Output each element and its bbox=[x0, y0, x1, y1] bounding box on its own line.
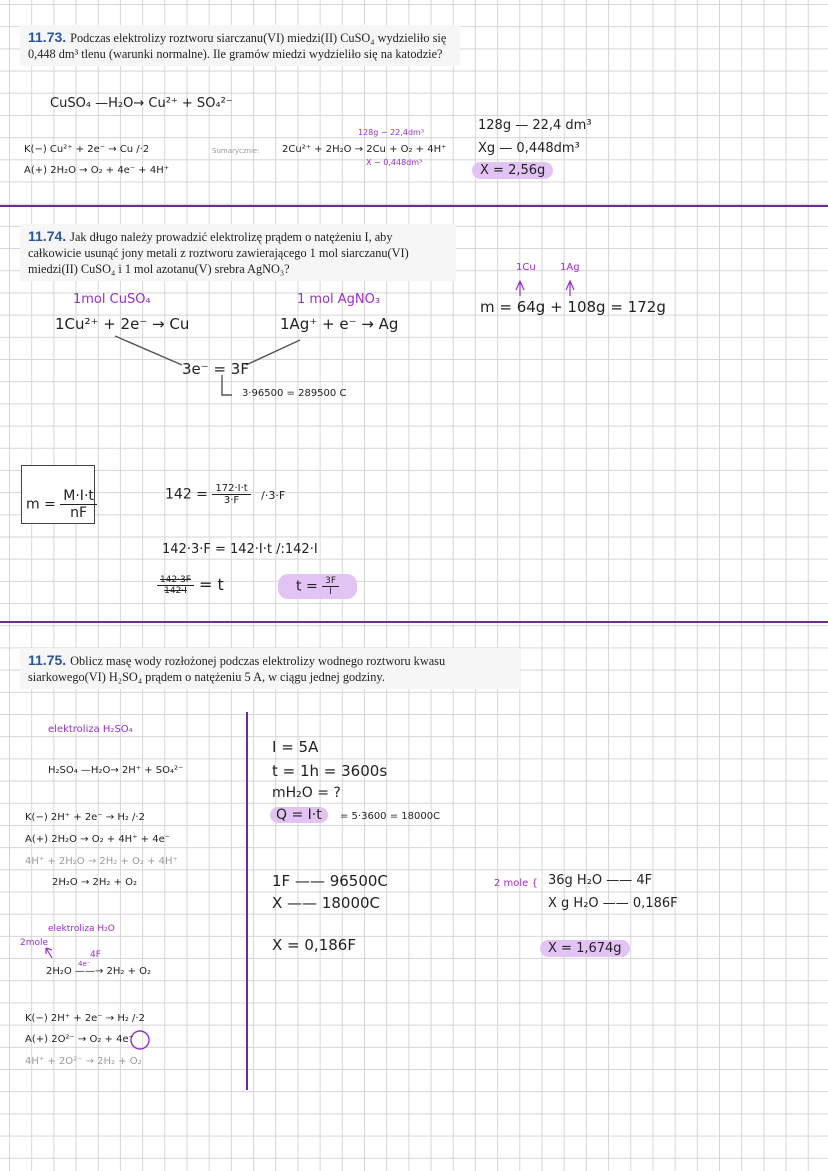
charge-calculation: = 5·3600 = 18000C bbox=[340, 811, 441, 822]
summary-annotation-bottom: X − 0,448dm³ bbox=[366, 158, 423, 167]
result-highlight bbox=[278, 574, 357, 599]
water-electrolysis-equation: 2H₂O ——→ 2H₂ + O₂ bbox=[46, 966, 152, 977]
h2so4-electrolysis-title: elektroliza H₂SO₄ bbox=[48, 724, 133, 735]
question-11-75 bbox=[20, 648, 520, 689]
cu-reduction-equation: 1Cu²⁺ + 2e⁻ → Cu bbox=[55, 315, 190, 333]
water-electrolysis-title: elektroliza H₂O bbox=[48, 924, 115, 934]
step-1 bbox=[165, 483, 285, 506]
ag-mole-label: 1 mol AgNO₃ bbox=[297, 292, 381, 307]
question-text: Oblicz masę wody rozłożonej podczas elektrolizy wodnego roztworu kwasu siarkowego(VI) H₂SO₄ prądem o natężeniu 5 A, w ciągu jednej godziny. bbox=[28, 654, 446, 684]
proportion-line-1: 128g — 22,4 dm³ bbox=[478, 118, 592, 133]
step-3-numerator: 142·3F bbox=[157, 575, 194, 586]
moles-label: 2 mole { bbox=[494, 878, 538, 889]
charge-formula: Q = I·t bbox=[270, 807, 328, 823]
formula-lhs: m = bbox=[26, 496, 56, 513]
step-3-denominator: 142·I bbox=[164, 586, 187, 596]
circled-electrons: 4e⁻ bbox=[116, 1034, 134, 1045]
ag-mass-label: 1Ag bbox=[560, 262, 580, 273]
question-text: Jak długo należy prowadzić elektrolizę prądem o natężeniu I, aby całkowicie usunąć jony metali z roztworu zawierającego 1 mol siarczanu(VI) miedzi(II) CuSO₄ i 1 mol azotanu(V) srebra AgNO₃? bbox=[28, 230, 409, 276]
h2so4-dissociation: H₂SO₄ —H₂O→ 2H⁺ + SO₄²⁻ bbox=[48, 765, 184, 776]
summary-equation: 2Cu²⁺ + 2H₂O → 2Cu + O₂ + 4H⁺ bbox=[282, 144, 447, 155]
step-1-denominator: 3·F bbox=[223, 495, 240, 506]
column-divider bbox=[246, 712, 248, 1090]
net-equation: 2H₂O → 2H₂ + O₂ bbox=[52, 877, 138, 888]
proportion-line-3: 36g H₂O —— 4F bbox=[548, 873, 653, 888]
result-highlight: X = 1,674g bbox=[540, 940, 630, 957]
step-3 bbox=[157, 575, 224, 596]
formula-box bbox=[21, 465, 95, 524]
faradays-annotation: 4F bbox=[90, 950, 101, 960]
formula-numerator: M·I·t bbox=[60, 488, 97, 505]
question-text: Podczas elektrolizy roztworu siarczanu(VI) miedzi(II) CuSO₄ wydzieliło się 0,448 dm³ tlenu (warunki normalne). Ile gramów miedzi wydzieliło się na katodzie? bbox=[28, 31, 447, 61]
cathode-equation-2: K(−) 2H⁺ + 2e⁻ → H₂ /·2 bbox=[25, 1013, 145, 1024]
ag-reduction-equation: 1Ag⁺ + e⁻ → Ag bbox=[280, 315, 399, 333]
proportion-line-4: X g H₂O —— 0,186F bbox=[548, 896, 678, 911]
moles-annotation: 2mole bbox=[20, 938, 49, 948]
summary-annotation-top: 128g − 22,4dm³ bbox=[358, 128, 425, 137]
anode-equation: A(+) 2H₂O → O₂ + 4e⁻ + 4H⁺ bbox=[24, 165, 170, 176]
step-1-operation: /·3·F bbox=[261, 488, 286, 502]
sum-equation: 4H⁺ + 2H₂O → 2H₂ + O₂ + 4H⁺ bbox=[25, 856, 178, 867]
step-1-numerator: 172·I·t bbox=[212, 483, 250, 495]
proportion-line-2: X —— 18000C bbox=[272, 894, 381, 912]
sum-equation-2: 4H⁺ + 2O²⁻ → 2H₂ + O₂ bbox=[25, 1056, 142, 1067]
proportion-line-1: 1F —— 96500C bbox=[272, 872, 388, 890]
result-lhs: t = bbox=[296, 578, 318, 595]
electrons-annotation: 4e⁻ bbox=[78, 960, 91, 968]
result-highlight: X = 2,56g bbox=[472, 162, 553, 179]
unknown-mass: mH₂O = ? bbox=[272, 785, 341, 801]
anode-equation: A(+) 2H₂O → O₂ + 4H⁺ + 4e⁻ bbox=[25, 834, 171, 845]
section-divider bbox=[0, 621, 828, 623]
faraday-result: X = 0,186F bbox=[272, 936, 356, 954]
question-number: 11.74. bbox=[28, 228, 67, 244]
proportion-line-2: Xg — 0,448dm³ bbox=[478, 141, 580, 156]
electron-total: 3e⁻ = 3F bbox=[182, 360, 249, 378]
cu-mass-label: 1Cu bbox=[516, 262, 536, 273]
formula-denominator: nF bbox=[70, 505, 88, 521]
cathode-equation: K(−) 2H⁺ + 2e⁻ → H₂ /·2 bbox=[25, 812, 145, 823]
step-2: 142·3·F = 142·I·t /:142·I bbox=[162, 542, 318, 557]
cathode-equation: K(−) Cu²⁺ + 2e⁻ → Cu /·2 bbox=[24, 144, 150, 155]
question-number: 11.73. bbox=[28, 29, 67, 45]
total-mass-equation: m = 64g + 108g = 172g bbox=[480, 298, 666, 316]
summary-label: Sumarycznie: bbox=[212, 147, 260, 155]
anode-equation-2-text: A(+) 2O²⁻ → O₂ + bbox=[25, 1034, 113, 1045]
step-1-lhs: 142 = bbox=[165, 486, 208, 503]
given-time: t = 1h = 3600s bbox=[272, 762, 388, 780]
result-numerator: 3F bbox=[322, 576, 339, 587]
anode-equation-2 bbox=[25, 1034, 134, 1045]
given-current: I = 5A bbox=[272, 738, 319, 756]
result-denominator: I bbox=[329, 587, 332, 597]
question-number: 11.75. bbox=[28, 652, 67, 668]
step-3-rhs: = t bbox=[199, 575, 224, 594]
charge-calculation: 3·96500 = 289500 C bbox=[242, 388, 347, 399]
cu-mole-label: 1mol CuSO₄ bbox=[73, 292, 151, 307]
dissociation-equation: CuSO₄ —H₂O→ Cu²⁺ + SO₄²⁻ bbox=[50, 96, 233, 111]
